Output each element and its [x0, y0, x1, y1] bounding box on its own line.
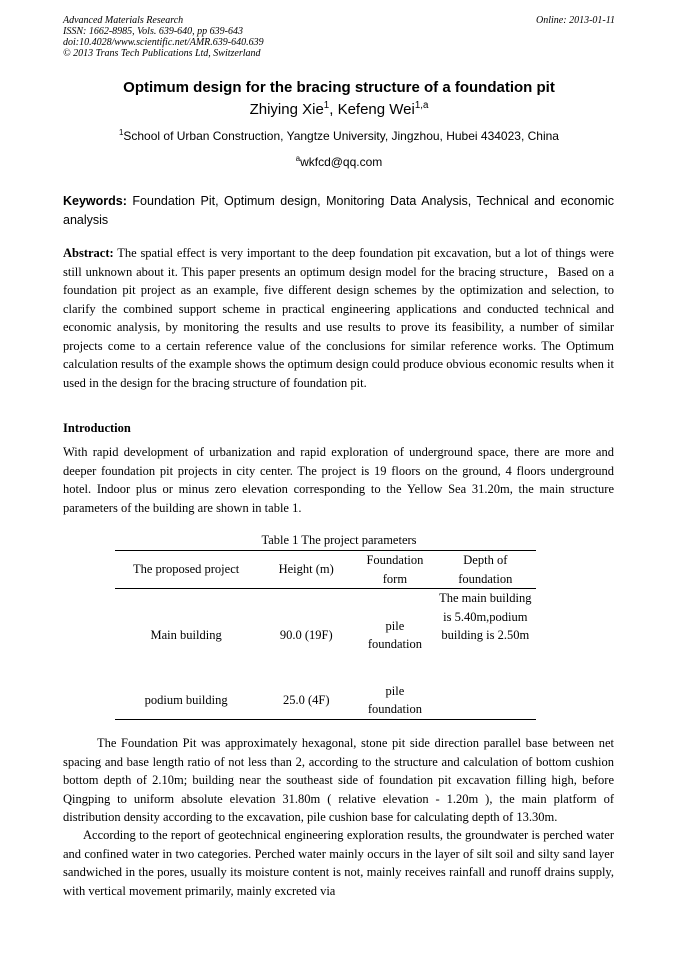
table-row [115, 589, 536, 682]
paper-title: Optimum design for the bracing structure of a foundation pit [123, 79, 555, 96]
table-header-cell: Depth of foundation [458, 553, 513, 586]
project-parameters-table [115, 550, 536, 720]
table-cell: pile foundation [367, 618, 422, 652]
email-superscript: a [295, 154, 301, 163]
table-caption: Table 1 The project parameters [261, 533, 417, 547]
author-list [0, 101, 678, 118]
author-separator: , [329, 101, 338, 118]
keywords-text: Foundation Pit, Optimum design, Monitoring Data Analysis, Technical and economic analysis [63, 194, 614, 227]
affiliation-text: School of Urban Construction, Yangtze University, Jingzhou, Hubei 434023, China [123, 129, 559, 143]
table-cell: Main building [150, 628, 222, 642]
doi-line: doi:10.4028/www.scientific.net/AMR.639-640.639 [63, 37, 264, 48]
table-cell: The main building is 5.40m,podium building is 2.50m [439, 591, 532, 642]
keywords-section [63, 192, 614, 230]
author-name: Zhiying Xie [249, 101, 324, 118]
author-name: Kefeng Wei [337, 101, 415, 118]
table-header-cell: The proposed project [133, 562, 240, 577]
journal-name: Advanced Materials Research [63, 15, 184, 26]
email-address: wkfcd@qq.com [300, 155, 383, 169]
table-header-row [115, 551, 536, 589]
section-heading-introduction: Introduction [63, 421, 131, 435]
abstract-section [63, 244, 614, 392]
table-cell: 90.0 (19F) [279, 628, 333, 642]
body-paragraph: According to the report of geotechnical engineering exploration results, the groundwater is perched water and confined water in two categories. Perched water mainly occurs in the layer of silt soil and silty sand layer sandwiched in the pores, usually its moisture content is not, mainly receives rainfall and runoff drains supply, with vertical movement primarily, mainly excreted via [63, 828, 614, 898]
table-header-cell: Height (m) [278, 562, 334, 577]
table-cell: podium building [144, 692, 228, 707]
keywords-label: Keywords: [63, 194, 127, 208]
table-cell: pile foundation [367, 683, 422, 716]
author-superscript: 1 [323, 100, 330, 111]
abstract-text: The spatial effect is very important to the deep foundation pit excavation, but a lot of things were still unknown about it. This paper presents an optimum design model for the bracing structure，Based on a foundation pit project as an example, five different design schemes by the optimization and selection, to clarify the combined support scheme in practical engineering applications and conducted technical and economic analysis, by monitoring the results and use results to prove its feasibility, a number of similar projects come to a certain reference value of the conclusions for similar reference works. The Optimum calculation results of the example shows the optimum design could produce obvious economic results when it used in the design for the bracing structure of foundation pit. [63, 246, 614, 390]
table-cell: 25.0 (4F) [282, 692, 330, 707]
abstract-label: Abstract: [63, 246, 114, 260]
author-email [0, 155, 678, 169]
introduction-paragraph: With rapid development of urbanization and rapid exploration of underground space, there are more and deeper foundation pit projects in city center. The project is 19 floors on the ground, 4 floors underground hotel. Indoor plus or minus zero elevation corresponding to the Yellow Sea 31.20m, the main structure parameters of the building are shown in table 1. [63, 445, 614, 515]
copyright-line: © 2013 Trans Tech Publications Ltd, Switzerland [63, 48, 261, 59]
issn-line: ISSN: 1662-8985, Vols. 639-640, pp 639-643 [63, 26, 243, 37]
body-paragraph: The Foundation Pit was approximately hexagonal, stone pit side direction parallel base between net spacing and base length ratio of not less than 2, according to the structure and calculation of bottom cushion bottom depth of 2.10m; building near the southeast side of foundation pit excavation filling high, before Qingping to uniform absolute elevation 31.80m ( relative elevation - 1.20m ), the main platform of distribution density according to the excavation, pile cushion base for calculating depth of 13.30m. [63, 736, 614, 824]
affiliation-superscript: 1 [119, 128, 124, 137]
journal-header [63, 15, 264, 59]
table-header-cell: Foundation form [366, 553, 424, 586]
online-date: Online: 2013-01-11 [536, 15, 615, 26]
author-superscript: 1,a [414, 100, 429, 111]
affiliation [0, 129, 678, 143]
